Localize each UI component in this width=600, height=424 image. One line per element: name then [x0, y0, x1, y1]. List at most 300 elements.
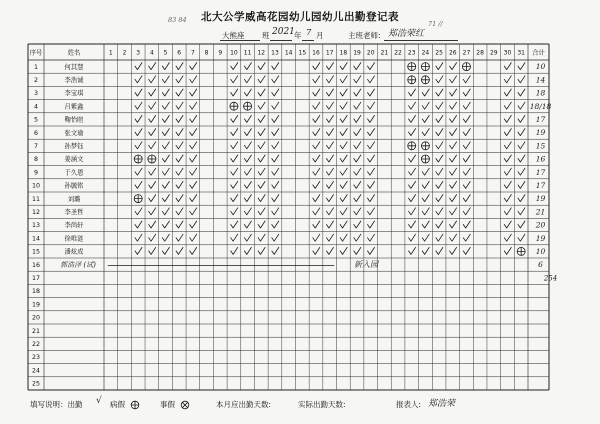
- present-check-mark: [368, 63, 375, 70]
- present-check-mark: [436, 129, 443, 136]
- row-number: 3: [33, 90, 39, 98]
- header-day: 20: [366, 49, 375, 57]
- present-check-mark: [518, 129, 525, 136]
- present-check-mark: [272, 142, 279, 149]
- present-check-mark: [463, 195, 470, 202]
- present-check-mark: [450, 102, 457, 109]
- present-check-mark: [326, 89, 333, 96]
- class-name: 大熊座: [222, 31, 245, 40]
- header-day: 17: [325, 49, 334, 57]
- teacher-label: 主班老师:: [348, 31, 381, 40]
- present-check-mark: [162, 129, 169, 136]
- row-number: 13: [31, 222, 41, 230]
- row-number: 7: [33, 143, 39, 150]
- present-check-mark: [244, 115, 251, 122]
- present-check-mark: [436, 181, 443, 188]
- present-check-mark: [190, 208, 197, 215]
- header-day: 4: [149, 49, 154, 57]
- sick-leave-mark: [134, 195, 142, 203]
- row-total: 10: [535, 247, 546, 256]
- header-day: 29: [489, 49, 498, 57]
- present-check-mark: [326, 234, 333, 241]
- present-check-mark: [190, 63, 197, 70]
- legend-intro: 填写说明：出勤: [30, 400, 83, 409]
- header-day: 6: [177, 49, 182, 57]
- present-check-mark: [518, 155, 525, 162]
- present-check-mark: [436, 221, 443, 228]
- present-check-mark: [149, 63, 156, 70]
- present-check-mark: [518, 89, 525, 96]
- present-check-mark: [135, 181, 142, 188]
- student-name: 徐唯涟: [64, 235, 84, 243]
- year-value: 2021: [272, 27, 295, 37]
- sick-leave-mark: [462, 63, 470, 71]
- present-check-mark: [162, 195, 169, 202]
- legend-present-symbol: √: [96, 396, 102, 406]
- sick-leave-mark: [134, 155, 142, 163]
- present-check-mark: [450, 89, 457, 96]
- present-check-mark: [504, 102, 511, 109]
- present-check-mark: [190, 221, 197, 228]
- present-check-mark: [340, 195, 347, 202]
- student-name: 孙毓铭: [64, 182, 84, 190]
- present-check-mark: [313, 155, 320, 162]
- header-day: 26: [448, 49, 457, 57]
- month-suffix: 月: [316, 31, 324, 40]
- student-name: 李尚轩: [64, 222, 84, 230]
- header-day: 5: [163, 49, 168, 57]
- present-check-mark: [340, 155, 347, 162]
- present-check-mark: [436, 208, 443, 215]
- present-check-mark: [231, 89, 238, 96]
- present-check-mark: [162, 234, 169, 241]
- present-check-mark: [313, 129, 320, 136]
- row-total: 17: [535, 115, 546, 124]
- header-day: 23: [407, 49, 416, 57]
- header-day: 27: [462, 49, 471, 57]
- present-check-mark: [368, 115, 375, 122]
- present-check-mark: [231, 195, 238, 202]
- present-check-mark: [258, 181, 265, 188]
- present-check-mark: [135, 89, 142, 96]
- present-check-mark: [409, 129, 416, 136]
- present-check-mark: [463, 208, 470, 215]
- present-check-mark: [354, 155, 361, 162]
- present-check-mark: [149, 195, 156, 202]
- present-check-mark: [162, 76, 169, 83]
- sick-leave-mark: [230, 102, 238, 110]
- present-check-mark: [313, 102, 320, 109]
- present-check-mark: [244, 129, 251, 136]
- present-check-mark: [258, 129, 265, 136]
- present-check-mark: [258, 221, 265, 228]
- present-check-mark: [450, 181, 457, 188]
- present-check-mark: [149, 181, 156, 188]
- present-check-mark: [190, 168, 197, 175]
- present-check-mark: [313, 195, 320, 202]
- present-check-mark: [162, 221, 169, 228]
- header-day: 18: [339, 49, 348, 57]
- present-check-mark: [149, 115, 156, 122]
- present-check-mark: [463, 129, 470, 136]
- present-check-mark: [368, 89, 375, 96]
- present-check-mark: [313, 89, 320, 96]
- legend-personal-label: 事假: [160, 400, 175, 409]
- personal-leave-symbol: [180, 400, 190, 410]
- present-check-mark: [272, 129, 279, 136]
- present-check-mark: [272, 89, 279, 96]
- present-check-mark: [272, 221, 279, 228]
- present-check-mark: [272, 181, 279, 188]
- row-number: 25: [31, 380, 41, 388]
- present-check-mark: [176, 89, 183, 96]
- present-check-mark: [354, 234, 361, 241]
- sick-leave-mark: [421, 63, 429, 71]
- actual-attend-label: 实际出勤天数:: [298, 400, 346, 409]
- present-check-mark: [149, 89, 156, 96]
- present-check-mark: [450, 129, 457, 136]
- row-total: 21: [535, 207, 546, 217]
- present-check-mark: [354, 181, 361, 188]
- present-check-mark: [231, 208, 238, 215]
- present-check-mark: [258, 63, 265, 70]
- present-check-mark: [368, 76, 375, 83]
- present-check-mark: [149, 76, 156, 83]
- month-value: 7: [306, 28, 312, 38]
- present-check-mark: [176, 247, 183, 254]
- header-name: 姓名: [67, 49, 81, 57]
- present-check-mark: [463, 102, 470, 109]
- header-day: 25: [435, 49, 443, 57]
- present-check-mark: [326, 181, 333, 188]
- sick-leave-mark: [421, 155, 429, 163]
- student-name: 李宝琪: [64, 90, 84, 98]
- present-check-mark: [135, 234, 142, 241]
- present-check-mark: [190, 115, 197, 122]
- present-check-mark: [326, 142, 333, 149]
- present-check-mark: [135, 115, 142, 122]
- present-check-mark: [326, 195, 333, 202]
- present-check-mark: [422, 221, 429, 228]
- header-day: 19: [353, 49, 361, 57]
- present-check-mark: [354, 208, 361, 215]
- present-check-mark: [463, 89, 470, 96]
- row-number: 12: [31, 209, 41, 216]
- header-day: 7: [190, 49, 195, 57]
- row-number: 14: [31, 235, 41, 243]
- teacher-name: 郑浩荣红: [388, 29, 425, 39]
- present-check-mark: [176, 102, 183, 109]
- present-check-mark: [354, 142, 361, 149]
- should-attend-label: 本月应出勤天数:: [216, 400, 272, 409]
- present-check-mark: [368, 181, 375, 188]
- present-check-mark: [409, 234, 416, 241]
- present-check-mark: [135, 168, 142, 175]
- legend-sick-label: 病假: [110, 400, 125, 409]
- present-check-mark: [190, 129, 197, 136]
- present-check-mark: [504, 115, 511, 122]
- present-check-mark: [272, 195, 279, 202]
- present-check-mark: [409, 181, 416, 188]
- present-check-mark: [258, 234, 265, 241]
- present-check-mark: [340, 76, 347, 83]
- present-check-mark: [504, 247, 511, 254]
- present-check-mark: [436, 234, 443, 241]
- present-check-mark: [135, 142, 142, 149]
- present-check-mark: [258, 89, 265, 96]
- present-check-mark: [135, 102, 142, 109]
- present-check-mark: [409, 208, 416, 215]
- present-check-mark: [422, 102, 429, 109]
- present-check-mark: [135, 247, 142, 254]
- present-check-mark: [176, 142, 183, 149]
- present-check-mark: [326, 168, 333, 175]
- present-check-mark: [354, 102, 361, 109]
- present-check-mark: [313, 63, 320, 70]
- present-check-mark: [368, 208, 375, 215]
- present-check-mark: [422, 195, 429, 202]
- top-scribble-left: 83 84: [168, 16, 187, 24]
- present-check-mark: [313, 221, 320, 228]
- present-check-mark: [436, 115, 443, 122]
- present-check-mark: [422, 89, 429, 96]
- present-check-mark: [436, 102, 443, 109]
- present-check-mark: [190, 181, 197, 188]
- present-check-mark: [244, 76, 251, 83]
- present-check-mark: [450, 115, 457, 122]
- header-day: 16: [312, 49, 320, 57]
- row-number: 15: [31, 248, 41, 256]
- row-number: 22: [31, 341, 41, 348]
- present-check-mark: [272, 115, 279, 122]
- present-check-mark: [176, 181, 183, 188]
- present-check-mark: [162, 102, 169, 109]
- present-check-mark: [231, 142, 238, 149]
- present-check-mark: [244, 168, 251, 175]
- present-check-mark: [272, 168, 279, 175]
- present-check-mark: [176, 115, 183, 122]
- grand-total: 254: [543, 274, 558, 283]
- header-day: 28: [476, 49, 484, 57]
- header-day: 3: [136, 49, 141, 57]
- page-title: 北大公学威高花园幼儿园幼儿出勤登记表: [201, 11, 399, 23]
- present-check-mark: [231, 115, 238, 122]
- present-check-mark: [504, 142, 511, 149]
- present-check-mark: [450, 208, 457, 215]
- present-check-mark: [504, 63, 511, 70]
- present-check-mark: [504, 181, 511, 188]
- present-check-mark: [340, 89, 347, 96]
- present-check-mark: [231, 181, 238, 188]
- present-check-mark: [313, 76, 320, 83]
- header-day: 21: [380, 49, 389, 57]
- row-total: 18: [535, 88, 546, 98]
- student-name: 张文瑜: [64, 129, 84, 137]
- present-check-mark: [450, 142, 457, 149]
- row-total: 15: [535, 141, 546, 151]
- class-suffix: 班: [262, 31, 270, 40]
- present-check-mark: [422, 181, 429, 188]
- present-check-mark: [354, 89, 361, 96]
- row-total: 17: [535, 181, 546, 190]
- present-check-mark: [162, 247, 169, 254]
- present-check-mark: [354, 115, 361, 122]
- present-check-mark: [504, 208, 511, 215]
- row-number: 21: [31, 327, 41, 335]
- row-number: 17: [31, 275, 41, 282]
- present-check-mark: [176, 195, 183, 202]
- present-check-mark: [176, 234, 183, 241]
- present-check-mark: [436, 89, 443, 96]
- sick-leave-mark: [244, 102, 252, 110]
- present-check-mark: [162, 142, 169, 149]
- present-check-mark: [258, 115, 265, 122]
- present-check-mark: [463, 76, 470, 83]
- present-check-mark: [368, 102, 375, 109]
- present-check-mark: [149, 129, 156, 136]
- present-check-mark: [463, 155, 470, 162]
- sick-leave-mark: [408, 142, 416, 150]
- header-day: 1: [108, 49, 113, 57]
- row-number: 2: [33, 77, 39, 84]
- present-check-mark: [436, 76, 443, 83]
- row-total: 19: [535, 194, 546, 204]
- present-check-mark: [422, 129, 429, 136]
- row-total: 20: [535, 220, 546, 230]
- present-check-mark: [450, 195, 457, 202]
- present-check-mark: [504, 76, 511, 83]
- present-check-mark: [504, 195, 511, 202]
- header-day: 15: [298, 49, 307, 57]
- present-check-mark: [244, 195, 251, 202]
- row-number: 19: [31, 301, 41, 309]
- present-check-mark: [258, 195, 265, 202]
- present-check-mark: [436, 155, 443, 162]
- present-check-mark: [368, 129, 375, 136]
- present-check-mark: [162, 63, 169, 70]
- present-check-mark: [518, 102, 525, 109]
- header-total: 合计: [532, 49, 545, 57]
- present-check-mark: [368, 195, 375, 202]
- student-name: 潘炫成: [64, 248, 84, 256]
- present-check-mark: [162, 89, 169, 96]
- present-check-mark: [463, 181, 470, 188]
- present-check-mark: [190, 234, 197, 241]
- row-total: 14: [535, 75, 546, 85]
- present-check-mark: [272, 76, 279, 83]
- student-name: 吕紫鑫: [64, 103, 84, 111]
- reporter-label: 报表人:: [396, 400, 422, 409]
- present-check-mark: [340, 63, 347, 70]
- present-check-mark: [272, 63, 279, 70]
- present-check-mark: [176, 129, 183, 136]
- present-check-mark: [272, 155, 279, 162]
- present-check-mark: [422, 115, 429, 122]
- present-check-mark: [368, 234, 375, 241]
- sick-leave-mark: [421, 142, 429, 150]
- present-check-mark: [340, 129, 347, 136]
- row-number: 4: [33, 103, 39, 111]
- header-day: 30: [503, 49, 512, 57]
- present-check-mark: [436, 63, 443, 70]
- present-check-mark: [162, 168, 169, 175]
- present-check-mark: [422, 247, 429, 254]
- present-check-mark: [244, 155, 251, 162]
- present-check-mark: [340, 181, 347, 188]
- present-check-mark: [231, 76, 238, 83]
- header-day: 12: [257, 49, 266, 57]
- present-check-mark: [190, 102, 197, 109]
- present-check-mark: [176, 208, 183, 215]
- present-check-mark: [313, 181, 320, 188]
- present-check-mark: [231, 234, 238, 241]
- present-check-mark: [190, 76, 197, 83]
- student-name: 姜涵文: [64, 156, 84, 164]
- present-check-mark: [409, 155, 416, 162]
- present-check-mark: [436, 142, 443, 149]
- row-number: 6: [33, 129, 39, 137]
- present-check-mark: [463, 142, 470, 149]
- present-check-mark: [518, 234, 525, 241]
- row16-handwritten-name: 郭浩泽 (试): [60, 261, 96, 269]
- present-check-mark: [518, 221, 525, 228]
- student-name: 李浩诚: [64, 77, 84, 84]
- present-check-mark: [258, 208, 265, 215]
- row-total: 17: [535, 167, 546, 177]
- present-check-mark: [450, 234, 457, 241]
- present-check-mark: [149, 221, 156, 228]
- present-check-mark: [354, 247, 361, 254]
- present-check-mark: [258, 155, 265, 162]
- present-check-mark: [518, 142, 525, 149]
- present-check-mark: [409, 115, 416, 122]
- present-check-mark: [244, 234, 251, 241]
- present-check-mark: [340, 142, 347, 149]
- present-check-mark: [313, 168, 320, 175]
- row-number: 8: [33, 156, 39, 164]
- present-check-mark: [504, 155, 511, 162]
- present-check-mark: [135, 63, 142, 70]
- row-number: 5: [33, 116, 39, 124]
- present-check-mark: [231, 129, 238, 136]
- present-check-mark: [354, 76, 361, 83]
- student-name: 于久恩: [64, 169, 84, 177]
- top-scribble-right: 71 //: [428, 20, 443, 28]
- present-check-mark: [135, 76, 142, 83]
- present-check-mark: [135, 129, 142, 136]
- present-check-mark: [354, 129, 361, 136]
- header-day: 14: [284, 49, 293, 57]
- row16-note: 新入园: [354, 260, 378, 270]
- present-check-mark: [176, 168, 183, 175]
- present-check-mark: [340, 102, 347, 109]
- present-check-mark: [231, 168, 238, 175]
- present-check-mark: [326, 155, 333, 162]
- present-check-mark: [326, 208, 333, 215]
- row-number: 9: [33, 169, 39, 177]
- present-check-mark: [436, 195, 443, 202]
- present-check-mark: [244, 181, 251, 188]
- student-name: 刘璐: [67, 195, 81, 203]
- present-check-mark: [518, 181, 525, 188]
- present-check-mark: [326, 115, 333, 122]
- present-check-mark: [244, 247, 251, 254]
- row-total: 18/18: [529, 101, 552, 111]
- present-check-mark: [149, 247, 156, 254]
- row-number: 10: [31, 182, 41, 190]
- present-check-mark: [176, 221, 183, 228]
- present-check-mark: [409, 168, 416, 175]
